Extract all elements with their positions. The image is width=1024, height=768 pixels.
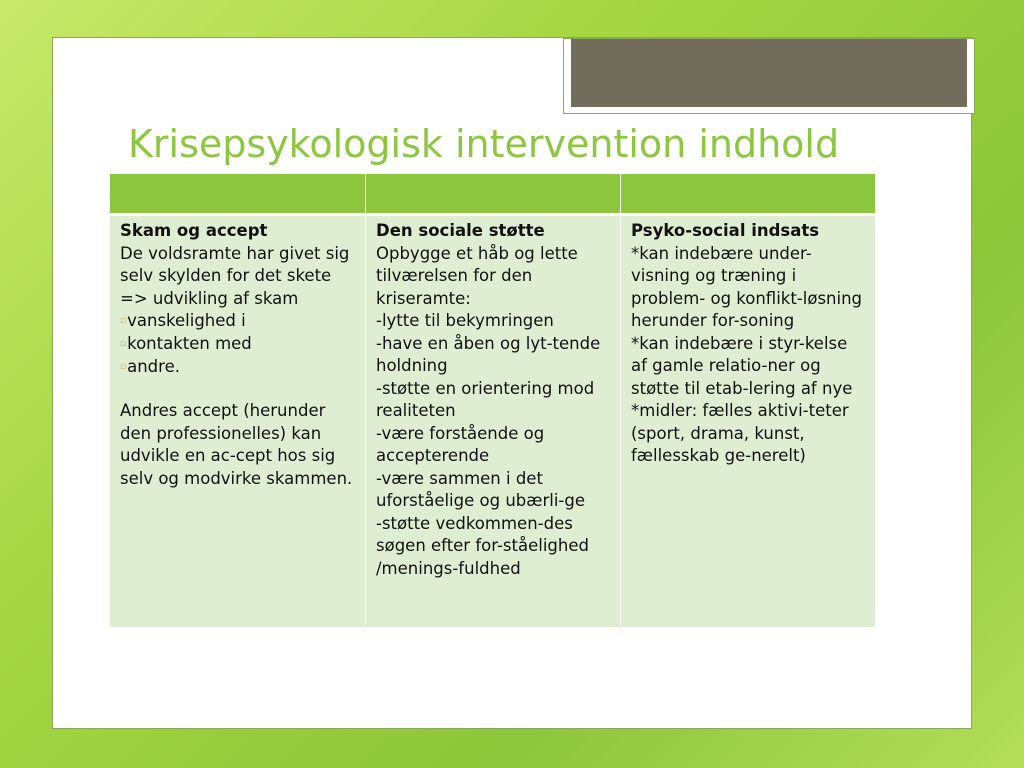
bullet-item: ▫ andre.	[120, 356, 357, 379]
bullet-item: ▫ vanskelighed i	[120, 310, 357, 333]
cell-heading: Skam og accept	[120, 221, 268, 240]
header-cell	[621, 174, 876, 215]
cell-text: -være forstående og accepterende	[376, 423, 545, 465]
cell-text: -være sammen i det uforståelige og ubærli-ge	[376, 468, 585, 510]
header-cell	[366, 174, 621, 215]
table-header-row	[110, 174, 876, 215]
cell-text: De voldsramte har givet sig selv skylden for det skete	[120, 243, 350, 285]
corner-decoration	[563, 38, 975, 114]
cell-text: => udvikling af skam	[120, 288, 299, 308]
bullet-item: ▫ kontakten med	[120, 333, 357, 356]
cell-heading: Psyko-social indsats	[631, 221, 820, 240]
cell-skam-og-accept	[110, 215, 366, 628]
slide-title: Krisepsykologisk intervention indhold	[128, 122, 840, 166]
cell-text: *kan indebære under-visning og træning i problem- og konflikt-løsning herunder for-soning	[631, 243, 863, 330]
header-cell	[110, 174, 366, 215]
cell-den-sociale-stotte	[366, 215, 621, 628]
cell-text: -støtte en orientering mod realiteten	[376, 378, 595, 420]
spacer	[120, 378, 357, 400]
corner-decoration-fill	[571, 39, 967, 107]
cell-psyko-social-indsats	[621, 215, 876, 628]
cell-text: -have en åben og lyt-tende holdning	[376, 333, 601, 375]
cell-text: Opbygge et håb og lette tilværelsen for den kriseramte:	[376, 243, 578, 308]
cell-heading: Den sociale støtte	[376, 221, 545, 240]
cell-text: -støtte vedkommen-des søgen efter for-ståelighed /menings-fuldhed	[376, 513, 589, 578]
table-row	[110, 215, 876, 628]
cell-text: -lytte til bekymringen	[376, 311, 554, 330]
cell-text: *midler: fælles aktivi-teter (sport, drama, kunst, fællesskab ge-nerelt)	[631, 401, 849, 465]
cell-paragraph: Andres accept (herunder den professionelles) kan udvikle en ac-cept hos sig selv og modvirke skammen.	[120, 401, 353, 488]
content-table	[109, 173, 876, 628]
cell-text: *kan indebære i styr-kelse af gamle relatio-ner og støtte til etab-lering af nye	[631, 333, 853, 398]
